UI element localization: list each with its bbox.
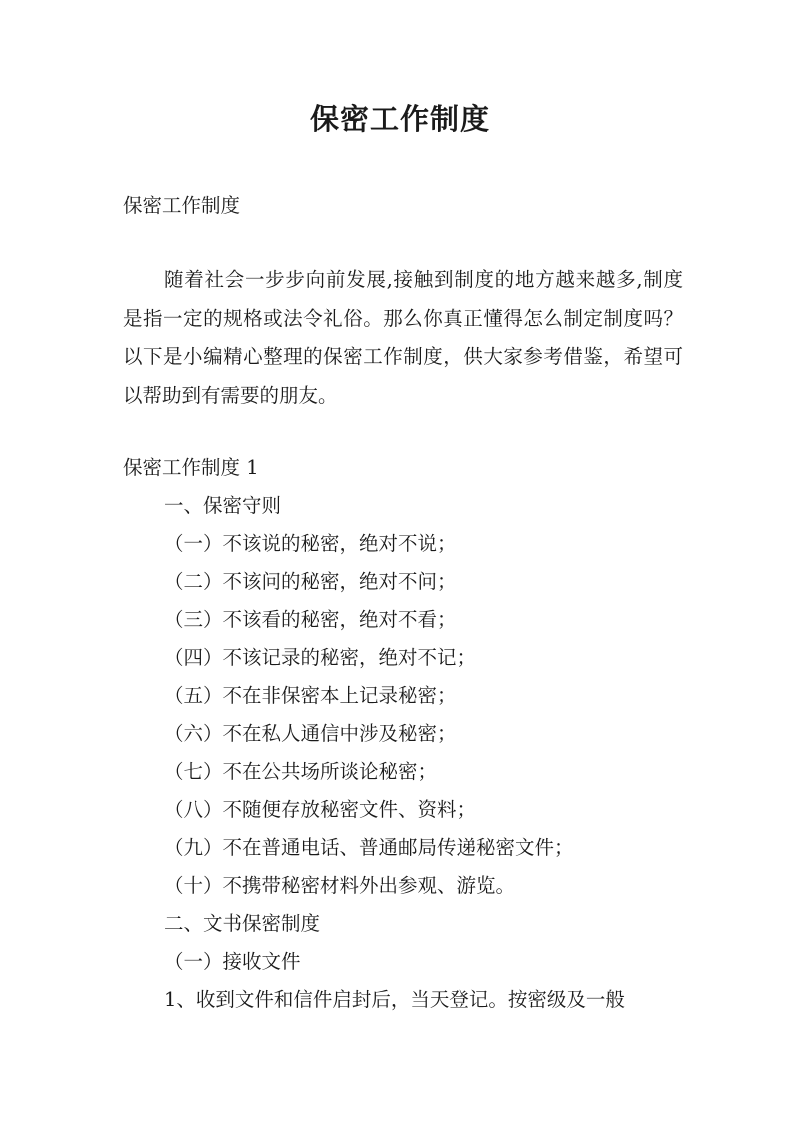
rule-item: （四）不该记录的秘密，绝对不记； [164,646,477,669]
section-heading: 保密工作制度 1 [123,456,259,479]
part-heading: 二、文书保密制度 [164,912,321,935]
rule-item: （九）不在普通电话、普通邮局传递秘密文件； [164,836,574,859]
rule-item: （二）不该问的秘密，绝对不问； [164,570,457,593]
rule-item: （六）不在私人通信中涉及秘密； [164,722,457,745]
rule-item: （三）不该看的秘密，绝对不看； [164,608,457,631]
document-title: 保密工作制度 [309,102,490,136]
rule-item: （十）不携带秘密材料外出参观、游览。 [164,874,516,897]
rule-item: （五）不在非保密本上记录秘密； [164,684,457,707]
rule-item: （一）不该说的秘密，绝对不说； [164,532,457,555]
rule-item: （八）不随便存放秘密文件、资料； [164,798,477,821]
paragraph-line: 1、收到文件和信件启封后，当天登记。按密级及一般 [164,988,625,1011]
subtitle: 保密工作制度 [123,194,241,217]
sub-heading: （一）接收文件 [164,950,301,973]
rule-item: （七）不在公共场所谈论秘密； [164,760,438,783]
part-heading: 一、保密守则 [164,494,282,517]
intro-paragraph: 随着社会一步步向前发展,接触到制度的地方越来越多,制度是指一定的规格或法令礼俗。那么你真正懂得怎么制定制度吗？以下是小编精心整理的保密工作制度，供大家参考借鉴，希望可以帮助到有需要的朋友。 [123,268,683,408]
